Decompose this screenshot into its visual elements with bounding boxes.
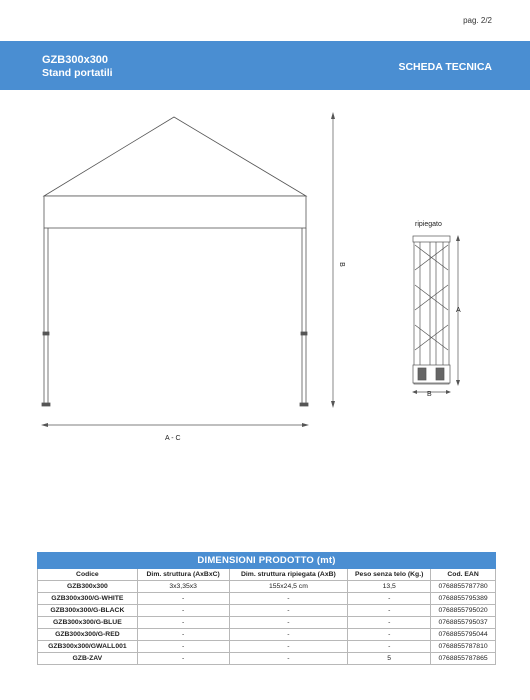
- table-cell: 0768855795044: [431, 629, 496, 641]
- product-code: GZB300x300: [42, 54, 109, 66]
- column-header: Cod. EAN: [431, 569, 496, 581]
- table-cell: 0768855787865: [431, 653, 496, 665]
- table-cell: -: [137, 617, 229, 629]
- table-cell: 13,5: [348, 581, 431, 593]
- table-cell: 0768855795020: [431, 605, 496, 617]
- table-cell: 0768855787810: [431, 641, 496, 653]
- product-subtitle: Stand portatili: [42, 67, 113, 79]
- table-cell: 0768855795037: [431, 617, 496, 629]
- table-row: [38, 641, 496, 653]
- table-cell: 0768855787780: [431, 581, 496, 593]
- table-row: [38, 653, 496, 665]
- table-cell: 3x3,35x3: [137, 581, 229, 593]
- table-cell: 0768855795389: [431, 593, 496, 605]
- table-cell: -: [229, 629, 348, 641]
- column-header: Peso senza telo (Kg.): [348, 569, 431, 581]
- column-header: Codice: [38, 569, 138, 581]
- table-row: [38, 629, 496, 641]
- table-cell: -: [348, 641, 431, 653]
- table-cell: -: [229, 605, 348, 617]
- product-code-cell: GZB300x300/G-BLUE: [38, 617, 138, 629]
- folded-label: ripiegato: [415, 221, 442, 228]
- table-row: [38, 605, 496, 617]
- table-cell: -: [348, 593, 431, 605]
- table-cell: -: [229, 617, 348, 629]
- table-cell: -: [348, 629, 431, 641]
- product-code-cell: GZB-ZAV: [38, 653, 138, 665]
- product-code-cell: GZB300x300/G-RED: [38, 629, 138, 641]
- product-code-cell: GZB300x300/G-BLACK: [38, 605, 138, 617]
- technical-drawing: [0, 90, 530, 440]
- table-row: [38, 581, 496, 593]
- column-header: Dim. struttura (AxBxC): [137, 569, 229, 581]
- table-row: [38, 617, 496, 629]
- page-number: pag. 2/2: [463, 16, 492, 25]
- table-cell: -: [137, 593, 229, 605]
- dimension-b-label: B: [337, 262, 345, 267]
- table-cell: -: [137, 653, 229, 665]
- product-code-cell: GZB300x300: [38, 581, 138, 593]
- table-cell: -: [229, 641, 348, 653]
- gazebo-front-view: [42, 117, 308, 406]
- table-cell: -: [137, 629, 229, 641]
- table-cell: 155x24,5 cm: [229, 581, 348, 593]
- table-cell: -: [229, 653, 348, 665]
- dimension-ac-line: [41, 423, 309, 427]
- column-header: Dim. struttura ripiegata (AxB): [229, 569, 348, 581]
- table-cell: -: [348, 605, 431, 617]
- dimension-ac-label: A - C: [165, 435, 181, 442]
- table-cell: -: [229, 593, 348, 605]
- product-dimensions-table: [37, 552, 496, 665]
- table-cell: -: [348, 617, 431, 629]
- table-header-row: [38, 569, 496, 581]
- table-cell: 5: [348, 653, 431, 665]
- folded-dimension-b-label: B: [427, 391, 432, 398]
- product-code-cell: GZB300x300/G-WHITE: [38, 593, 138, 605]
- table-cell: -: [137, 641, 229, 653]
- section-title: SCHEDA TECNICA: [398, 61, 492, 73]
- folded-gazebo-view: [413, 236, 450, 384]
- table-cell: -: [137, 605, 229, 617]
- table-row: [38, 593, 496, 605]
- header-banner: [0, 41, 530, 90]
- table-title: DIMENSIONI PRODOTTO (mt): [38, 553, 496, 569]
- table-title-row: [38, 553, 496, 569]
- product-code-cell: GZB300x300/GWALL001: [38, 641, 138, 653]
- folded-dimension-a-label: A: [456, 307, 461, 314]
- dimension-b-line: [331, 112, 335, 408]
